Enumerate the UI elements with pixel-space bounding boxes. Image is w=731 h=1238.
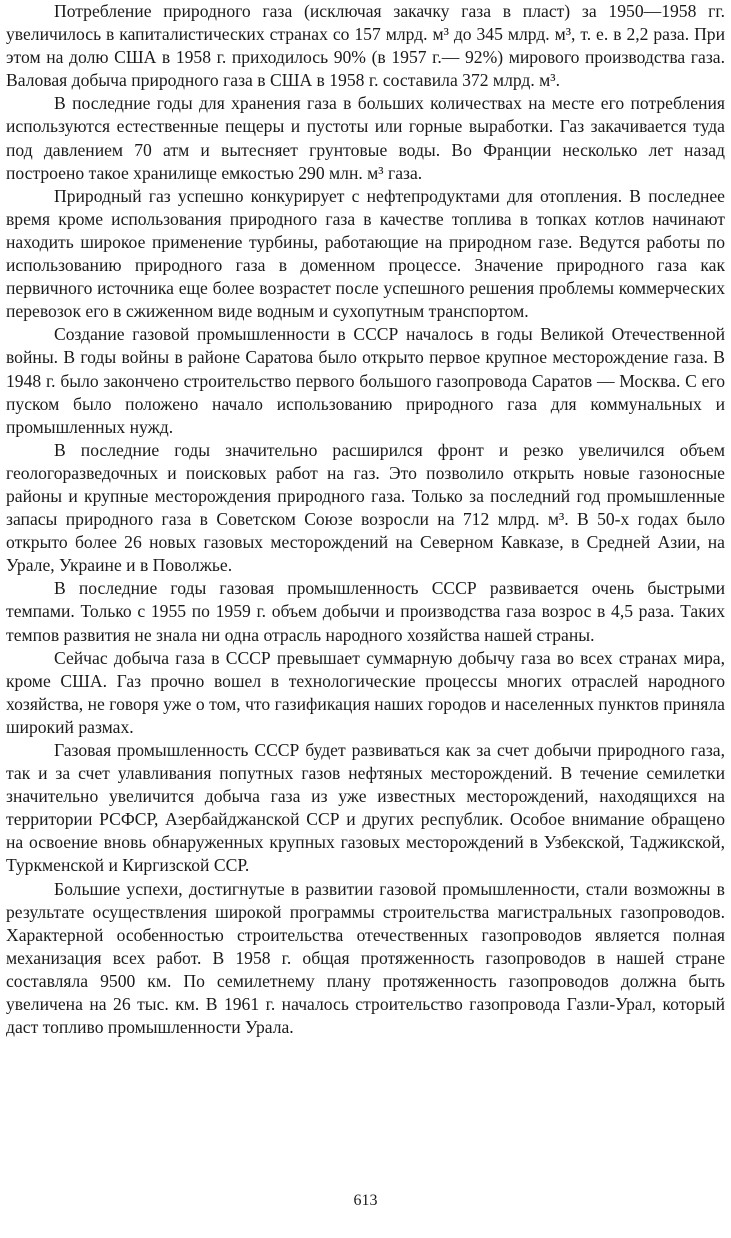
paragraph-exploration: В последние годы значительно расширился фронт и резко увеличился объем геологоразведочных и поисковых работ на газ. Это позволило открыть новые газоносные районы и крупные месторождения природного газа. Только за последний год промышленные запасы природного газа в Советском Союзе возросли на 712 млрд. м³. В 50-х годах было открыто более 26 новых газовых месторождений на Северном Кавказе, в Средней Азии, на Урале, Украине и в Поволжье. [6,439,725,576]
paragraph-current-production: Сейчас добыча газа в СССР превышает суммарную добычу газа во всех странах мира, кроме США. Газ прочно вошел в технологические процессы многих отраслей народного хозяйства, не говоря уже о том, что газификация наших городов и населенных пунктов приняла широкий размах. [6,647,725,737]
paragraph-future-development: Газовая промышленность СССР будет развиваться как за счет добычи природного газа, так и за счет улавливания попутных газов нефтяных месторождений. В течение семилетки значительно увеличится добыча газа из уже известных месторождений, находящихся на территории РСФСР, Азербайджанской ССР и других республик. Особое внимание обращено на освоение вновь обнаруженных крупных газовых месторождений в Узбекской, Таджикской, Туркменской и Киргизской ССР. [6,740,725,876]
paragraph-ussr-industry-creation: Создание газовой промышленности в СССР началось в годы Великой Отечественной войны. В годы войны в районе Саратова было открыто первое крупное месторождение газа. В 1948 г. было закончено строительство первого большого газопровода Саратов — Москва. С его пуском было положено начало использованию природного газа для коммунальных и промышленных нужд. [6,324,725,437]
page-body [6,0,725,1039]
paragraph-growth-rates: В последние годы газовая промышленность СССР развивается очень быстрыми темпами. Только с 1955 по 1959 г. объем добычи и производства газа возрос в 4,5 раза. Таких темпов развития не знала ни одна отрасль народного хозяйства нашей страны. [6,578,725,645]
paragraph-gas-consumption: Потребление природного газа (исключая закачку газа в пласт) за 1950—1958 гг. увеличилось в капиталистических странах со 157 млрд. м³ до 345 млрд. м³, т. е. в 2,2 раза. При этом на долю США в 1958 г. приходилось 90% (в 1957 г.— 92%) мирового производства газа. Валовая добыча природного газа в США в 1958 г. составила 372 млрд. м³. [6,1,725,91]
paragraph-gas-storage: В последние годы для хранения газа в больших количествах на месте его потребления используются естественные пещеры и пустоты или горные выработки. Газ закачивается туда под давлением 70 атм и вытесняет грунтовые воды. Во Франции несколько лет назад построено такое хранилище емкостью 290 млн. м³ газа. [6,93,725,183]
paragraph-gas-competition: Природный газ успешно конкурирует с нефтепродуктами для отопления. В последнее время кроме использования природного газа в качестве топлива в топках котлов начинают находить широкое применение турбины, работающие на природном газе. Ведутся работы по использованию природного газа в доменном процессе. Значение природного газа как первичного источника еще более возрастет после успешного решения проблемы коммерческих перевозок его в сжиженном виде водным и сухопутным транспортом. [6,185,725,322]
page-number: 613 [353,1192,378,1209]
paragraph-pipelines: Большие успехи, достигнутые в развитии газовой промышленности, стали возможны в результате осуществления широкой программы строительства магистральных газопроводов. Характерной особенностью строительства отечественных газопроводов является полная механизация всех работ. В 1958 г. общая протяженность газопроводов в нашей стране составляла 9500 км. По семилетнему плану протяженность газопроводов должна быть увеличена на 26 тыс. км. В 1961 г. началось строительство газопровода Газли-Урал, который даст топливо промышленности Урала. [6,878,725,1038]
